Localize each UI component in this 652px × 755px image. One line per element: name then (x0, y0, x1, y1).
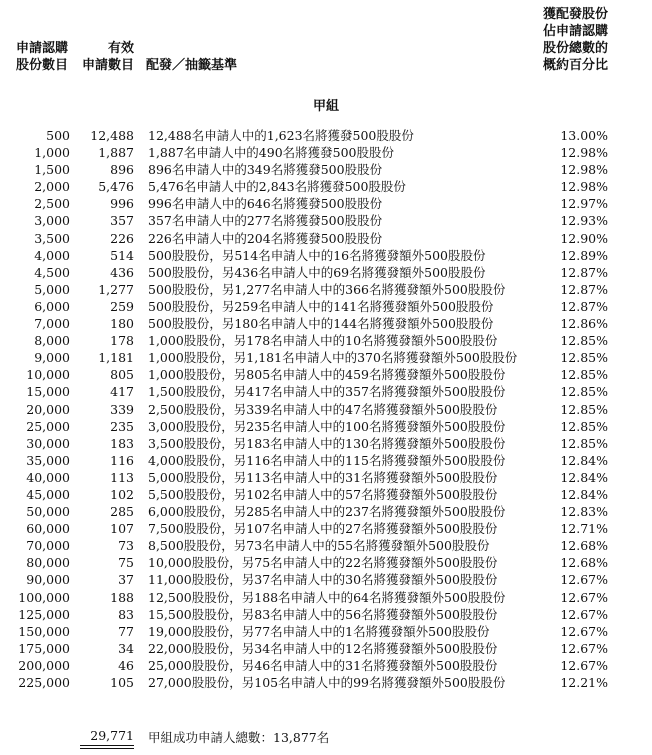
valid-applications-cell: 178 (110, 333, 134, 349)
table-row (0, 281, 652, 298)
table-row (0, 469, 652, 486)
table-row (0, 195, 652, 212)
table-row (0, 537, 652, 554)
shares-applied-cell: 45,000 (26, 486, 70, 502)
shares-applied-cell: 10,000 (26, 367, 70, 383)
valid-applications-cell: 183 (110, 435, 134, 451)
shares-applied-cell: 175,000 (18, 640, 70, 656)
approx-percentage-cell: 12.68% (560, 555, 608, 571)
basis-of-allocation-cell: 10,000股股份，另75名申請人中的22名將獲發額外500股股份 (148, 555, 498, 571)
basis-of-allocation-cell: 2,500股股份，另339名申請人中的47名將獲發額外500股股份 (148, 401, 498, 417)
table-row (0, 298, 652, 315)
table-row (0, 520, 652, 537)
approx-percentage-cell: 12.71% (560, 521, 608, 537)
table-row (0, 418, 652, 435)
basis-of-allocation-cell: 15,500股股份，另83名申請人中的56名將獲發額外500股股份 (148, 606, 498, 622)
approx-percentage-cell: 12.86% (560, 316, 608, 332)
approx-percentage-cell: 12.87% (560, 264, 608, 280)
valid-applications-cell: 73 (118, 538, 134, 554)
valid-applications-cell: 34 (118, 640, 134, 656)
approx-percentage-cell: 12.90% (560, 230, 608, 246)
table-row (0, 606, 652, 623)
valid-applications-cell: 1,181 (98, 350, 134, 366)
shares-applied-cell: 1,000 (34, 145, 70, 161)
basis-of-allocation-cell: 7,500股股份，另107名申請人中的27名將獲發額外500股股份 (148, 521, 498, 537)
approx-percentage-cell: 12.67% (560, 572, 608, 588)
valid-applications-cell: 180 (110, 316, 134, 332)
approx-percentage-cell: 12.85% (560, 350, 608, 366)
valid-applications-cell: 105 (110, 675, 134, 690)
valid-applications-cell: 235 (110, 418, 134, 434)
table-row (0, 144, 652, 161)
basis-of-allocation-cell: 1,000股股份，另1,181名申請人中的370名將獲發額外500股股份 (148, 350, 518, 366)
header-text: 概約百分比 (542, 58, 608, 73)
shares-applied-cell: 100,000 (18, 589, 70, 605)
table-row (0, 264, 652, 281)
basis-of-allocation-cell: 5,000股股份，另113名申請人中的31名將獲發額外500股股份 (148, 469, 498, 485)
table-row (0, 366, 652, 383)
table-row (0, 161, 652, 178)
valid-applications-cell: 1,887 (98, 145, 134, 161)
basis-of-allocation-cell: 8,500股股份，另73名申請人中的55名將獲發額外500股股份 (148, 538, 490, 554)
shares-applied-cell: 30,000 (26, 435, 70, 451)
approx-percentage-cell: 12.67% (560, 623, 608, 639)
shares-applied-cell: 7,000 (34, 316, 70, 332)
valid-applications-cell: 285 (110, 504, 134, 520)
table-row (0, 623, 652, 640)
basis-of-allocation-cell: 12,500股股份，另188名申請人中的64名將獲發額外500股股份 (148, 589, 506, 605)
basis-of-allocation-cell: 19,000股股份，另77名申請人中的1名將獲發額外500股股份 (148, 623, 490, 639)
shares-applied-cell: 60,000 (26, 521, 70, 537)
valid-applications-cell: 1,277 (98, 281, 134, 297)
valid-applications-cell: 896 (110, 162, 134, 178)
shares-applied-cell: 70,000 (26, 538, 70, 554)
valid-applications-cell: 116 (110, 452, 134, 468)
shares-applied-cell: 150,000 (18, 623, 70, 639)
valid-applications-cell: 357 (110, 213, 134, 229)
table-row (0, 247, 652, 264)
shares-applied-cell: 80,000 (26, 555, 70, 571)
header-text: 申請認購 (15, 41, 68, 56)
approx-percentage-cell: 12.84% (560, 486, 608, 502)
approx-percentage-cell: 12.21% (560, 675, 608, 690)
shares-applied-cell: 40,000 (26, 469, 70, 485)
header-valid-applications (72, 40, 134, 74)
table-row (0, 571, 652, 588)
approx-percentage-cell: 12.84% (560, 452, 608, 468)
valid-applications-cell: 46 (118, 657, 134, 673)
table-row (0, 589, 652, 606)
header-text: 有效 (107, 41, 134, 56)
table-row (0, 674, 652, 691)
table-row (0, 349, 652, 366)
basis-of-allocation-cell: 357名申請人中的277名將獲發500股股份 (148, 213, 383, 229)
header-text: 股份總數的 (542, 41, 608, 56)
shares-applied-cell: 2,500 (34, 196, 70, 212)
shares-applied-cell: 20,000 (26, 401, 70, 417)
approx-percentage-cell: 12.87% (560, 281, 608, 297)
header-shares-applied (8, 40, 68, 74)
valid-applications-cell: 37 (118, 572, 134, 588)
basis-of-allocation-cell: 6,000股股份，另285名申請人中的237名將獲發額外500股股份 (148, 504, 506, 520)
shares-applied-cell: 200,000 (18, 657, 70, 673)
shares-applied-cell: 1,500 (34, 162, 70, 178)
table-row (0, 315, 652, 332)
valid-applications-cell: 83 (118, 606, 134, 622)
approx-percentage-cell: 12.98% (560, 145, 608, 161)
header-basis-of-allocation: 配發／抽籤基準 (146, 58, 238, 73)
valid-applications-cell: 259 (110, 298, 134, 314)
table-row (0, 230, 652, 247)
shares-applied-cell: 25,000 (26, 418, 70, 434)
valid-applications-cell: 5,476 (98, 179, 134, 195)
basis-of-allocation-cell: 226名申請人中的204名將獲發500股股份 (148, 230, 383, 246)
table-row (0, 401, 652, 418)
approx-percentage-cell: 12.93% (560, 213, 608, 229)
approx-percentage-cell: 13.00% (560, 128, 608, 143)
valid-applications-cell: 805 (110, 367, 134, 383)
table-row (0, 657, 652, 674)
basis-of-allocation-cell: 3,000股股份，另235名申請人中的100名將獲發額外500股股份 (148, 418, 506, 434)
shares-applied-cell: 2,000 (34, 179, 70, 195)
valid-applications-cell: 436 (110, 264, 134, 280)
basis-of-allocation-cell: 500股股份，另1,277名申請人中的366名將獲發額外500股股份 (148, 281, 506, 297)
approx-percentage-cell: 12.85% (560, 367, 608, 383)
approx-percentage-cell: 12.67% (560, 657, 608, 673)
valid-applications-cell: 188 (110, 589, 134, 605)
approx-percentage-cell: 12.67% (560, 606, 608, 622)
table-row (0, 383, 652, 400)
shares-applied-cell: 50,000 (26, 504, 70, 520)
total-successful-label: 甲組成功申請人總數：13,877名 (148, 730, 330, 745)
basis-of-allocation-cell: 896名申請人中的349名將獲發500股股份 (148, 162, 383, 178)
shares-applied-cell: 4,500 (34, 264, 70, 280)
approx-percentage-cell: 12.67% (560, 640, 608, 656)
basis-of-allocation-cell: 5,500股股份，另102名申請人中的57名將獲發額外500股股份 (148, 486, 498, 502)
basis-of-allocation-cell: 1,500股股份，另417名申請人中的357名將獲發額外500股股份 (148, 384, 506, 400)
approx-percentage-cell: 12.87% (560, 298, 608, 314)
basis-of-allocation-cell: 11,000股股份，另37名申請人中的30名將獲發額外500股股份 (148, 572, 498, 588)
shares-applied-cell: 6,000 (34, 298, 70, 314)
double-underline (80, 745, 134, 749)
shares-applied-cell: 9,000 (34, 350, 70, 366)
approx-percentage-cell: 12.67% (560, 589, 608, 605)
table-row (0, 503, 652, 520)
group-title: 甲組 (312, 99, 339, 114)
basis-of-allocation-cell: 1,000股股份，另178名申請人中的10名將獲發額外500股股份 (148, 333, 498, 349)
shares-applied-cell: 500 (46, 128, 70, 143)
table-row (0, 640, 652, 657)
basis-of-allocation-cell: 27,000股股份，另105名申請人中的99名將獲發額外500股股份 (148, 675, 506, 690)
allocation-table (0, 127, 652, 691)
valid-applications-cell: 226 (110, 230, 134, 246)
shares-applied-cell: 225,000 (18, 675, 70, 690)
table-row (0, 435, 652, 452)
header-approx-percentage (530, 6, 608, 74)
header-text: 股份數目 (15, 58, 68, 73)
table-row (0, 212, 652, 229)
valid-applications-cell: 107 (110, 521, 134, 537)
approx-percentage-cell: 12.85% (560, 384, 608, 400)
valid-applications-cell: 75 (118, 555, 134, 571)
approx-percentage-cell: 12.83% (560, 504, 608, 520)
approx-percentage-cell: 12.84% (560, 469, 608, 485)
basis-of-allocation-cell: 4,000股股份，另116名申請人中的115名將獲發額外500股股份 (148, 452, 506, 468)
approx-percentage-cell: 12.85% (560, 418, 608, 434)
total-applications: 29,771 (90, 728, 134, 743)
shares-applied-cell: 8,000 (34, 333, 70, 349)
basis-of-allocation-cell: 996名申請人中的646名將獲發500股股份 (148, 196, 383, 212)
table-row (0, 554, 652, 571)
approx-percentage-cell: 12.85% (560, 401, 608, 417)
header-text: 申請數目 (81, 58, 134, 73)
shares-applied-cell: 125,000 (18, 606, 70, 622)
basis-of-allocation-cell: 22,000股股份，另34名申請人中的12名將獲發額外500股股份 (148, 640, 498, 656)
table-row (0, 178, 652, 195)
basis-of-allocation-cell: 1,887名申請人中的490名將獲發500股股份 (148, 145, 395, 161)
basis-of-allocation-cell: 3,500股股份，另183名申請人中的130名將獲發額外500股股份 (148, 435, 506, 451)
shares-applied-cell: 35,000 (26, 452, 70, 468)
basis-of-allocation-cell: 1,000股股份，另805名申請人中的459名將獲發額外500股股份 (148, 367, 506, 383)
valid-applications-cell: 12,488 (90, 128, 134, 143)
shares-applied-cell: 3,500 (34, 230, 70, 246)
shares-applied-cell: 90,000 (26, 572, 70, 588)
basis-of-allocation-cell: 12,488名申請人中的1,623名將獲發500股股份 (148, 128, 414, 143)
approx-percentage-cell: 12.68% (560, 538, 608, 554)
approx-percentage-cell: 12.85% (560, 435, 608, 451)
basis-of-allocation-cell: 500股股份，另514名申請人中的16名將獲發額外500股股份 (148, 247, 486, 263)
valid-applications-cell: 417 (110, 384, 134, 400)
table-row (0, 452, 652, 469)
approx-percentage-cell: 12.85% (560, 333, 608, 349)
basis-of-allocation-cell: 500股股份，另436名申請人中的69名將獲發額外500股股份 (148, 264, 486, 280)
shares-applied-cell: 15,000 (26, 384, 70, 400)
valid-applications-cell: 77 (118, 623, 134, 639)
shares-applied-cell: 3,000 (34, 213, 70, 229)
valid-applications-cell: 996 (110, 196, 134, 212)
table-row (0, 332, 652, 349)
basis-of-allocation-cell: 5,476名申請人中的2,843名將獲發500股股份 (148, 179, 406, 195)
approx-percentage-cell: 12.98% (560, 179, 608, 195)
valid-applications-cell: 514 (110, 247, 134, 263)
valid-applications-cell: 339 (110, 401, 134, 417)
header-text: 獲配發股份 (542, 7, 608, 22)
table-row (0, 486, 652, 503)
basis-of-allocation-cell: 500股股份，另180名申請人中的144名將獲發額外500股股份 (148, 316, 494, 332)
approx-percentage-cell: 12.98% (560, 162, 608, 178)
table-row (0, 127, 652, 144)
approx-percentage-cell: 12.89% (560, 247, 608, 263)
basis-of-allocation-cell: 500股股份，另259名申請人中的141名將獲發額外500股股份 (148, 298, 494, 314)
basis-of-allocation-cell: 25,000股股份，另46名申請人中的31名將獲發額外500股股份 (148, 657, 498, 673)
header-text: 佔申請認購 (542, 24, 608, 39)
shares-applied-cell: 4,000 (34, 247, 70, 263)
valid-applications-cell: 102 (110, 486, 134, 502)
valid-applications-cell: 113 (110, 469, 134, 485)
shares-applied-cell: 5,000 (34, 281, 70, 297)
approx-percentage-cell: 12.97% (560, 196, 608, 212)
